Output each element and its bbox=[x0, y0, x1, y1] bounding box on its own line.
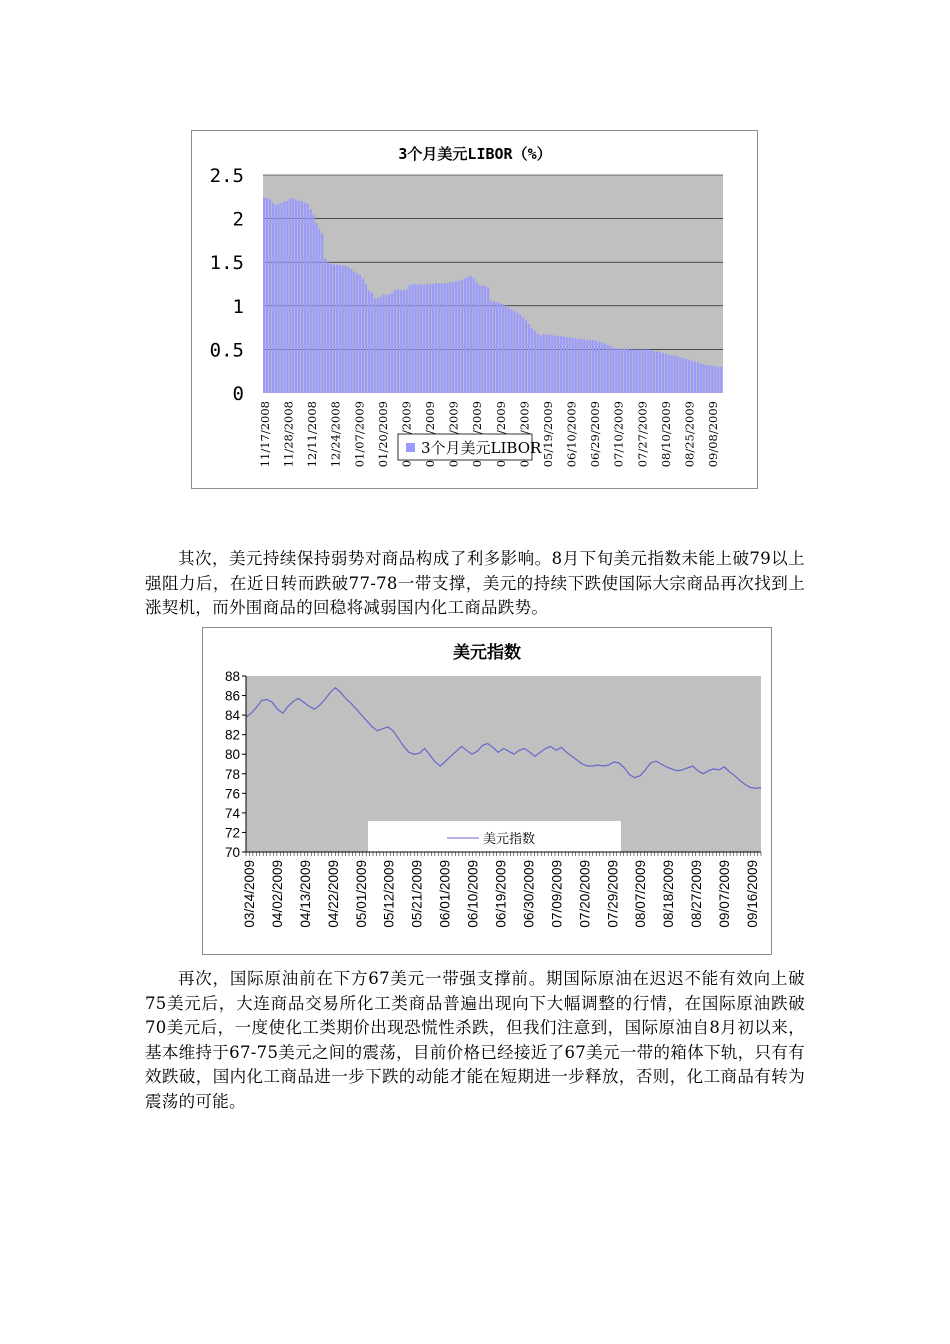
libor-bar bbox=[513, 311, 515, 393]
libor-bar bbox=[697, 362, 699, 393]
usd-xtick-label: 09/16/2009 bbox=[745, 860, 760, 928]
usd-index-chart bbox=[202, 627, 772, 955]
libor-xtick-label: 11/28/2008 bbox=[281, 401, 296, 468]
libor-bar bbox=[342, 266, 344, 393]
libor-bar bbox=[676, 356, 678, 393]
paragraph-usd-weakness: 其次，美元持续保持弱势对商品构成了利多影响。8月下旬美元指数未能上破79以上强阻力后，在近日转而跌破77-78一带支撑，美元的持续下跌使国际大宗商品再次找到上涨契机，而外围商品的回稳将减弱国内化工商品跌势。 bbox=[145, 549, 805, 617]
libor-bar bbox=[484, 286, 486, 393]
libor-bar bbox=[371, 293, 373, 393]
libor-bar bbox=[502, 304, 504, 393]
usd-ytick-label: 80 bbox=[224, 747, 240, 763]
libor-bar bbox=[551, 335, 553, 393]
usd-xtick-label: 07/20/2009 bbox=[577, 860, 593, 928]
libor-bar bbox=[304, 203, 306, 393]
libor-bar bbox=[639, 349, 641, 393]
libor-bar bbox=[548, 335, 550, 393]
libor-bar bbox=[345, 266, 347, 393]
libor-legend-label: 3个月美元LIBOR bbox=[421, 439, 542, 457]
libor-bar bbox=[298, 201, 300, 393]
libor-bar bbox=[601, 342, 603, 393]
libor-xtick-label: 07/10/2009 bbox=[611, 401, 626, 468]
usd-xtick-label: 08/27/2009 bbox=[689, 860, 705, 928]
libor-bar bbox=[525, 321, 527, 393]
usd-xtick-label: 06/10/2009 bbox=[465, 860, 481, 928]
libor-bar bbox=[307, 204, 309, 393]
libor-bar bbox=[403, 290, 405, 393]
libor-bar bbox=[644, 349, 646, 393]
libor-bar bbox=[330, 264, 332, 393]
libor-bar bbox=[347, 267, 349, 393]
libor-bar bbox=[641, 349, 643, 393]
libor-bar bbox=[295, 199, 297, 393]
usd-legend-label: 美元指数 bbox=[483, 832, 536, 847]
libor-bar bbox=[700, 363, 702, 393]
libor-ytick-label: 0.5 bbox=[209, 339, 244, 362]
libor-bar bbox=[679, 357, 681, 393]
libor-bar bbox=[452, 282, 454, 393]
libor-bar bbox=[438, 283, 440, 393]
usd-xtick-label: 07/09/2009 bbox=[549, 860, 565, 928]
libor-chart-title: 3个月美元LIBOR（%） bbox=[398, 145, 552, 163]
usd-chart-title: 美元指数 bbox=[453, 643, 521, 662]
libor-xtick-label: 12/11/2008 bbox=[305, 401, 320, 468]
libor-bar bbox=[397, 289, 399, 393]
libor-bar bbox=[280, 203, 282, 393]
libor-bar bbox=[446, 283, 448, 393]
libor-bar bbox=[473, 278, 475, 393]
libor-bar bbox=[315, 223, 317, 393]
libor-bar bbox=[467, 277, 469, 393]
libor-bar bbox=[350, 269, 352, 393]
usd-xtick-label: 09/07/2009 bbox=[717, 860, 733, 928]
libor-bar bbox=[706, 365, 708, 393]
libor-bar bbox=[598, 342, 600, 393]
libor-bar bbox=[432, 284, 434, 393]
usd-ytick-label: 84 bbox=[224, 708, 240, 724]
libor-bar bbox=[627, 349, 629, 393]
libor-ytick-label: 2.5 bbox=[209, 165, 244, 187]
usd-ytick-label: 78 bbox=[224, 766, 240, 782]
libor-bar bbox=[286, 201, 288, 393]
libor-bar bbox=[563, 336, 565, 393]
libor-bar bbox=[470, 276, 472, 393]
libor-chart bbox=[191, 130, 758, 489]
libor-bar bbox=[318, 229, 320, 393]
libor-xtick-label: 01/07/2009 bbox=[352, 401, 367, 468]
libor-bar bbox=[409, 285, 411, 393]
libor-chart-svg bbox=[192, 131, 757, 488]
libor-bar bbox=[312, 214, 314, 393]
libor-bar bbox=[310, 209, 312, 393]
libor-bar bbox=[269, 199, 271, 393]
libor-bar bbox=[510, 309, 512, 393]
libor-bar bbox=[607, 345, 609, 393]
libor-bar bbox=[493, 301, 495, 393]
libor-bar bbox=[609, 346, 611, 393]
libor-bar bbox=[560, 336, 562, 393]
libor-bar bbox=[557, 336, 559, 393]
usd-xtick-label: 05/12/2009 bbox=[381, 860, 397, 928]
libor-bar bbox=[292, 199, 294, 393]
libor-bar bbox=[714, 366, 716, 393]
libor-xtick-label: 05/19/2009 bbox=[540, 401, 555, 468]
usd-ytick-label: 82 bbox=[224, 727, 240, 743]
libor-bar bbox=[624, 349, 626, 393]
libor-bar bbox=[379, 297, 381, 393]
libor-bar bbox=[356, 274, 358, 393]
usd-index-chart-svg bbox=[203, 628, 771, 954]
libor-bar bbox=[633, 349, 635, 393]
libor-bar bbox=[671, 356, 673, 393]
libor-ytick-label: 1.5 bbox=[209, 252, 244, 275]
libor-bar bbox=[461, 280, 463, 393]
libor-xtick-label: 07/27/2009 bbox=[635, 401, 650, 468]
usd-xtick-label: 04/02/2009 bbox=[269, 860, 285, 928]
usd-ytick-label: 74 bbox=[224, 805, 240, 821]
libor-bar bbox=[691, 361, 693, 393]
libor-bar bbox=[423, 285, 425, 393]
libor-bar bbox=[589, 340, 591, 393]
libor-bar bbox=[333, 265, 335, 393]
libor-legend-swatch bbox=[406, 443, 415, 452]
libor-bar bbox=[647, 349, 649, 393]
libor-bar bbox=[263, 198, 265, 393]
usd-xtick-label: 03/24/2009 bbox=[242, 860, 257, 928]
libor-xtick-label: 08/10/2009 bbox=[658, 401, 673, 468]
libor-bar bbox=[682, 358, 684, 393]
libor-bar bbox=[708, 365, 710, 393]
libor-bar bbox=[592, 340, 594, 393]
libor-bar bbox=[275, 205, 277, 393]
usd-xtick-label: 06/01/2009 bbox=[437, 860, 453, 928]
libor-bar bbox=[542, 335, 544, 393]
libor-bar bbox=[569, 337, 571, 393]
libor-bar bbox=[531, 328, 533, 393]
libor-bar bbox=[668, 355, 670, 393]
libor-bar bbox=[650, 350, 652, 393]
libor-bar bbox=[324, 259, 326, 393]
libor-bar bbox=[455, 281, 457, 393]
libor-bar bbox=[321, 233, 323, 393]
usd-ytick-label: 86 bbox=[224, 688, 240, 704]
libor-xtick-label: 11/17/2008 bbox=[258, 401, 272, 468]
libor-bar bbox=[636, 349, 638, 393]
libor-bar bbox=[519, 315, 521, 393]
libor-legend bbox=[398, 434, 542, 460]
libor-bar bbox=[476, 282, 478, 393]
libor-bar bbox=[685, 359, 687, 393]
libor-bar bbox=[534, 331, 536, 393]
libor-bar bbox=[711, 366, 713, 393]
libor-bar bbox=[703, 364, 705, 393]
libor-bar bbox=[665, 354, 667, 393]
libor-bar bbox=[659, 352, 661, 393]
libor-bar bbox=[388, 294, 390, 393]
usd-xtick-label: 06/30/2009 bbox=[521, 860, 537, 928]
libor-bar bbox=[368, 291, 370, 393]
usd-xtick-label: 05/21/2009 bbox=[409, 860, 425, 928]
libor-ytick-label: 2 bbox=[232, 208, 244, 231]
libor-bar bbox=[391, 293, 393, 393]
libor-bar bbox=[441, 283, 443, 393]
libor-bar bbox=[572, 338, 574, 393]
libor-bar bbox=[618, 349, 620, 393]
libor-bar bbox=[394, 290, 396, 393]
usd-xtick-label: 04/13/2009 bbox=[297, 860, 313, 928]
libor-bar bbox=[301, 201, 303, 393]
usd-xtick-label: 08/18/2009 bbox=[661, 860, 677, 928]
libor-ytick-label: 0 bbox=[232, 383, 244, 405]
libor-bar bbox=[537, 334, 539, 393]
libor-bar bbox=[566, 337, 568, 393]
libor-bar bbox=[449, 282, 451, 393]
libor-bar bbox=[505, 306, 507, 393]
libor-bar bbox=[444, 283, 446, 393]
libor-bar bbox=[615, 349, 617, 393]
libor-bar bbox=[717, 367, 719, 393]
libor-bar bbox=[420, 284, 422, 393]
libor-bar bbox=[266, 198, 268, 393]
libor-xtick-label: 08/25/2009 bbox=[682, 401, 697, 468]
libor-bar bbox=[499, 303, 501, 393]
libor-bar bbox=[487, 287, 489, 393]
libor-bar bbox=[429, 284, 431, 393]
libor-bar bbox=[612, 348, 614, 393]
libor-bar bbox=[353, 272, 355, 393]
libor-bar bbox=[336, 265, 338, 393]
libor-bar bbox=[339, 265, 341, 393]
libor-bar bbox=[426, 284, 428, 393]
usd-ytick-label: 88 bbox=[224, 669, 240, 684]
libor-bar bbox=[406, 289, 408, 393]
libor-bar bbox=[490, 301, 492, 393]
libor-bar bbox=[411, 284, 413, 393]
libor-bar bbox=[516, 313, 518, 393]
libor-bar bbox=[604, 343, 606, 393]
usd-legend bbox=[368, 821, 621, 854]
libor-xtick-label: 06/29/2009 bbox=[588, 401, 603, 468]
libor-bar bbox=[577, 339, 579, 393]
libor-bar bbox=[630, 349, 632, 393]
libor-xtick-label: 09/08/2009 bbox=[706, 401, 720, 468]
libor-bar bbox=[272, 203, 274, 393]
libor-bar bbox=[595, 341, 597, 393]
libor-bar bbox=[583, 340, 585, 393]
paragraph-crude-oil: 再次，国际原油前在下方67美元一带强支撑前。期国际原油在迟迟不能有效向上破75美元后，大连商品交易所化工类商品普遍出现向下大幅调整的行情，在国际原油跌破70美元后，一度使化工类期价出现恐慌性杀跌，但我们注意到，国际原油自8月初以来，基本维持于67-75美元之间的震荡，目前价格已经接近了67美元一带的箱体下轨，只有有效跌破，国内化工商品进一步下跌的动能才能在短期进一步释放，否则，化工商品有转为震荡的可能。 bbox=[145, 969, 805, 1111]
libor-bar bbox=[522, 317, 524, 393]
libor-bar bbox=[417, 285, 419, 393]
libor-bar bbox=[662, 353, 664, 393]
libor-bar bbox=[674, 356, 676, 393]
libor-bar bbox=[385, 294, 387, 393]
libor-bar bbox=[283, 201, 285, 393]
usd-xtick-label: 04/22/2009 bbox=[325, 860, 341, 928]
libor-bar bbox=[688, 360, 690, 393]
libor-bar bbox=[362, 279, 364, 393]
libor-bar bbox=[496, 302, 498, 393]
libor-bar bbox=[580, 339, 582, 393]
libor-bar bbox=[528, 324, 530, 393]
libor-bar bbox=[377, 298, 379, 393]
libor-bar bbox=[435, 283, 437, 393]
libor-bar bbox=[586, 340, 588, 393]
libor-ytick-label: 1 bbox=[232, 295, 244, 318]
libor-bar bbox=[359, 275, 361, 393]
usd-ytick-label: 70 bbox=[224, 845, 240, 860]
libor-bar bbox=[694, 362, 696, 393]
libor-xtick-label: 01/20/2009 bbox=[375, 401, 390, 468]
usd-ytick-label: 76 bbox=[224, 786, 240, 802]
libor-bar bbox=[374, 298, 376, 393]
libor-bar bbox=[508, 308, 510, 393]
libor-bar bbox=[414, 284, 416, 393]
libor-bar bbox=[720, 367, 722, 393]
libor-bar bbox=[554, 335, 556, 393]
usd-xtick-label: 07/29/2009 bbox=[605, 860, 621, 928]
libor-bar bbox=[575, 338, 577, 393]
libor-bar bbox=[458, 281, 460, 393]
usd-xtick-label: 08/07/2009 bbox=[633, 860, 649, 928]
libor-bar bbox=[540, 335, 542, 393]
libor-xtick-label: 06/10/2009 bbox=[564, 401, 579, 468]
usd-ytick-label: 72 bbox=[224, 825, 240, 841]
libor-bar bbox=[656, 351, 658, 393]
libor-bar bbox=[481, 286, 483, 393]
libor-bar bbox=[327, 262, 329, 393]
libor-bar bbox=[289, 199, 291, 393]
libor-bar bbox=[653, 351, 655, 393]
libor-bar bbox=[278, 204, 280, 393]
libor-xtick-label: 12/24/2008 bbox=[328, 401, 343, 468]
libor-bar bbox=[478, 285, 480, 393]
libor-bar bbox=[464, 279, 466, 393]
libor-bar bbox=[621, 349, 623, 393]
libor-bar bbox=[382, 294, 384, 393]
libor-bar bbox=[365, 284, 367, 393]
libor-bar bbox=[400, 290, 402, 393]
libor-bar bbox=[545, 335, 547, 393]
usd-xtick-label: 06/19/2009 bbox=[493, 860, 509, 928]
usd-xtick-label: 05/01/2009 bbox=[353, 860, 369, 928]
